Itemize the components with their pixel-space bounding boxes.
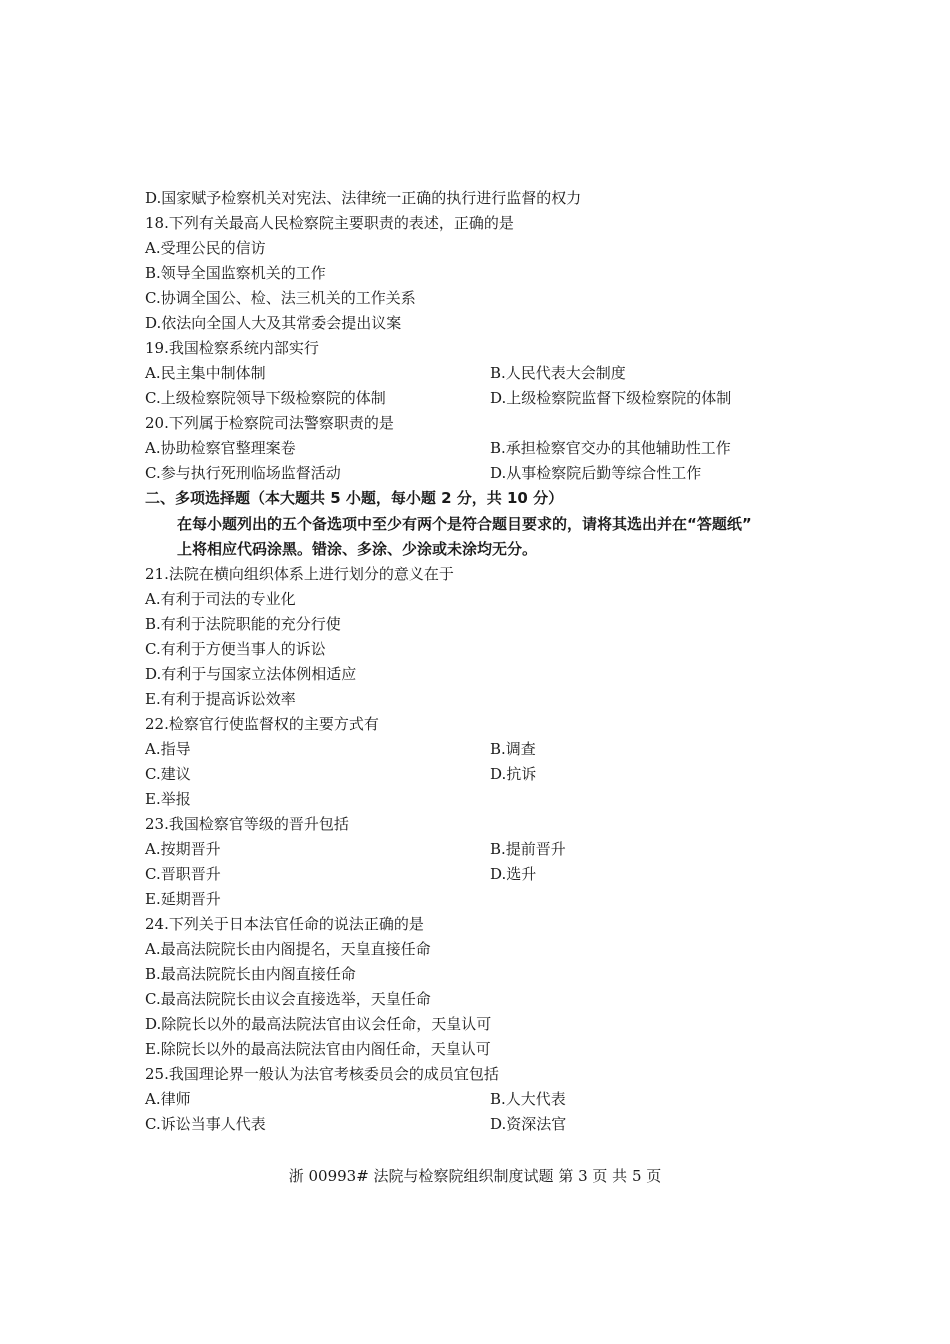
q20-option-b: B.承担检察官交办的其他辅助性工作 (490, 439, 731, 457)
q23-options-row-1 (145, 837, 810, 862)
q20-options-row-2 (145, 461, 810, 486)
q25-stem: 25.我国理论界一般认为法官考核委员会的成员宜包括 (145, 1065, 499, 1083)
q19-option-d: D.上级检察院监督下级检察院的体制 (490, 389, 732, 407)
q20-option-c: C.参与执行死刑临场监督活动 (145, 464, 341, 482)
q23-option-c: C.晋职晋升 (145, 865, 221, 883)
q19-option-b: B.人民代表大会制度 (490, 364, 626, 382)
q22-stem: 22.检察官行使监督权的主要方式有 (145, 715, 379, 733)
q25-options-row-2 (145, 1112, 810, 1137)
q24-option-b: B.最高法院院长由内阁直接任命 (145, 965, 356, 983)
q22-option-e: E.举报 (145, 790, 191, 808)
q19-options-row-2 (145, 386, 810, 411)
q24-stem: 24.下列关于日本法官任命的说法正确的是 (145, 915, 424, 933)
q24-option-d: D.除院长以外的最高法院法官由议会任命，天皇认可 (145, 1015, 492, 1033)
page-footer: 浙 00993# 法院与检察院组织制度试题 第 3 页 共 5 页 (288, 1167, 662, 1185)
q22-option-b: B.调查 (490, 740, 536, 758)
q23-option-b: B.提前晋升 (490, 840, 566, 858)
q18-option-b: B.领导全国监察机关的工作 (145, 264, 326, 282)
q20-stem: 20.下列属于检察院司法警察职责的是 (145, 414, 394, 432)
section-2-title: 二、多项选择题（本大题共 5 小题，每小题 2 分，共 10 分） (145, 489, 564, 507)
q21-option-d: D.有利于与国家立法体例相适应 (145, 665, 357, 683)
q24-option-e: E.除院长以外的最高法院法官由内阁任命，天皇认可 (145, 1040, 491, 1058)
q22-option-c: C.建议 (145, 765, 191, 783)
section-2-instruction-cont: 上将相应代码涂黑。错涂、多涂、少涂或未涂均无分。 (177, 540, 538, 558)
q25-option-b: B.人大代表 (490, 1090, 566, 1108)
q22-options-row-2 (145, 762, 810, 787)
q21-option-a: A.有利于司法的专业化 (145, 590, 296, 608)
q25-option-c: C.诉讼当事人代表 (145, 1115, 266, 1133)
q23-option-a: A.按期晋升 (145, 840, 221, 858)
q21-stem: 21.法院在横向组织体系上进行划分的意义在于 (145, 565, 454, 583)
q23-option-d: D.选升 (490, 865, 537, 883)
q23-options-row-2 (145, 862, 810, 887)
q21-option-c: C.有利于方便当事人的诉讼 (145, 640, 326, 658)
q22-options-row-1 (145, 737, 810, 762)
q23-option-e: E.延期晋升 (145, 890, 221, 908)
q19-option-c: C.上级检察院领导下级检察院的体制 (145, 389, 386, 407)
q19-options-row-1 (145, 361, 810, 386)
q25-options-row-1 (145, 1087, 810, 1112)
q21-option-e: E.有利于提高诉讼效率 (145, 690, 296, 708)
q18-option-c: C.协调全国公、检、法三机关的工作关系 (145, 289, 416, 307)
q25-option-a: A.律师 (145, 1090, 191, 1108)
q22-option-d: D.抗诉 (490, 765, 537, 783)
q21-option-b: B.有利于法院职能的充分行使 (145, 615, 341, 633)
q18-option-d: D.依法向全国人大及其常委会提出议案 (145, 314, 402, 332)
q24-option-c: C.最高法院院长由议会直接选举，天皇任命 (145, 990, 431, 1008)
q18-stem: 18.下列有关最高人民检察院主要职责的表述，正确的是 (145, 214, 514, 232)
q18-option-a: A.受理公民的信访 (145, 239, 266, 257)
q25-option-d: D.资深法官 (490, 1115, 567, 1133)
q19-option-a: A.民主集中制体制 (145, 364, 266, 382)
q17-option-d: D.国家赋予检察机关对宪法、法律统一正确的执行进行监督的权力 (145, 189, 582, 207)
q20-option-a: A.协助检察官整理案卷 (145, 439, 296, 457)
q23-stem: 23.我国检察官等级的晋升包括 (145, 815, 349, 833)
q20-option-d: D.从事检察院后勤等综合性工作 (490, 464, 702, 482)
q20-options-row-1 (145, 436, 810, 461)
exam-page-body (145, 186, 810, 1137)
q22-option-a: A.指导 (145, 740, 191, 758)
section-2-instruction: 在每小题列出的五个备选项中至少有两个是符合题目要求的，请将其选出并在“答题纸” (177, 515, 752, 533)
q19-stem: 19.我国检察系统内部实行 (145, 339, 319, 357)
q24-option-a: A.最高法院院长由内阁提名，天皇直接任命 (145, 940, 431, 958)
